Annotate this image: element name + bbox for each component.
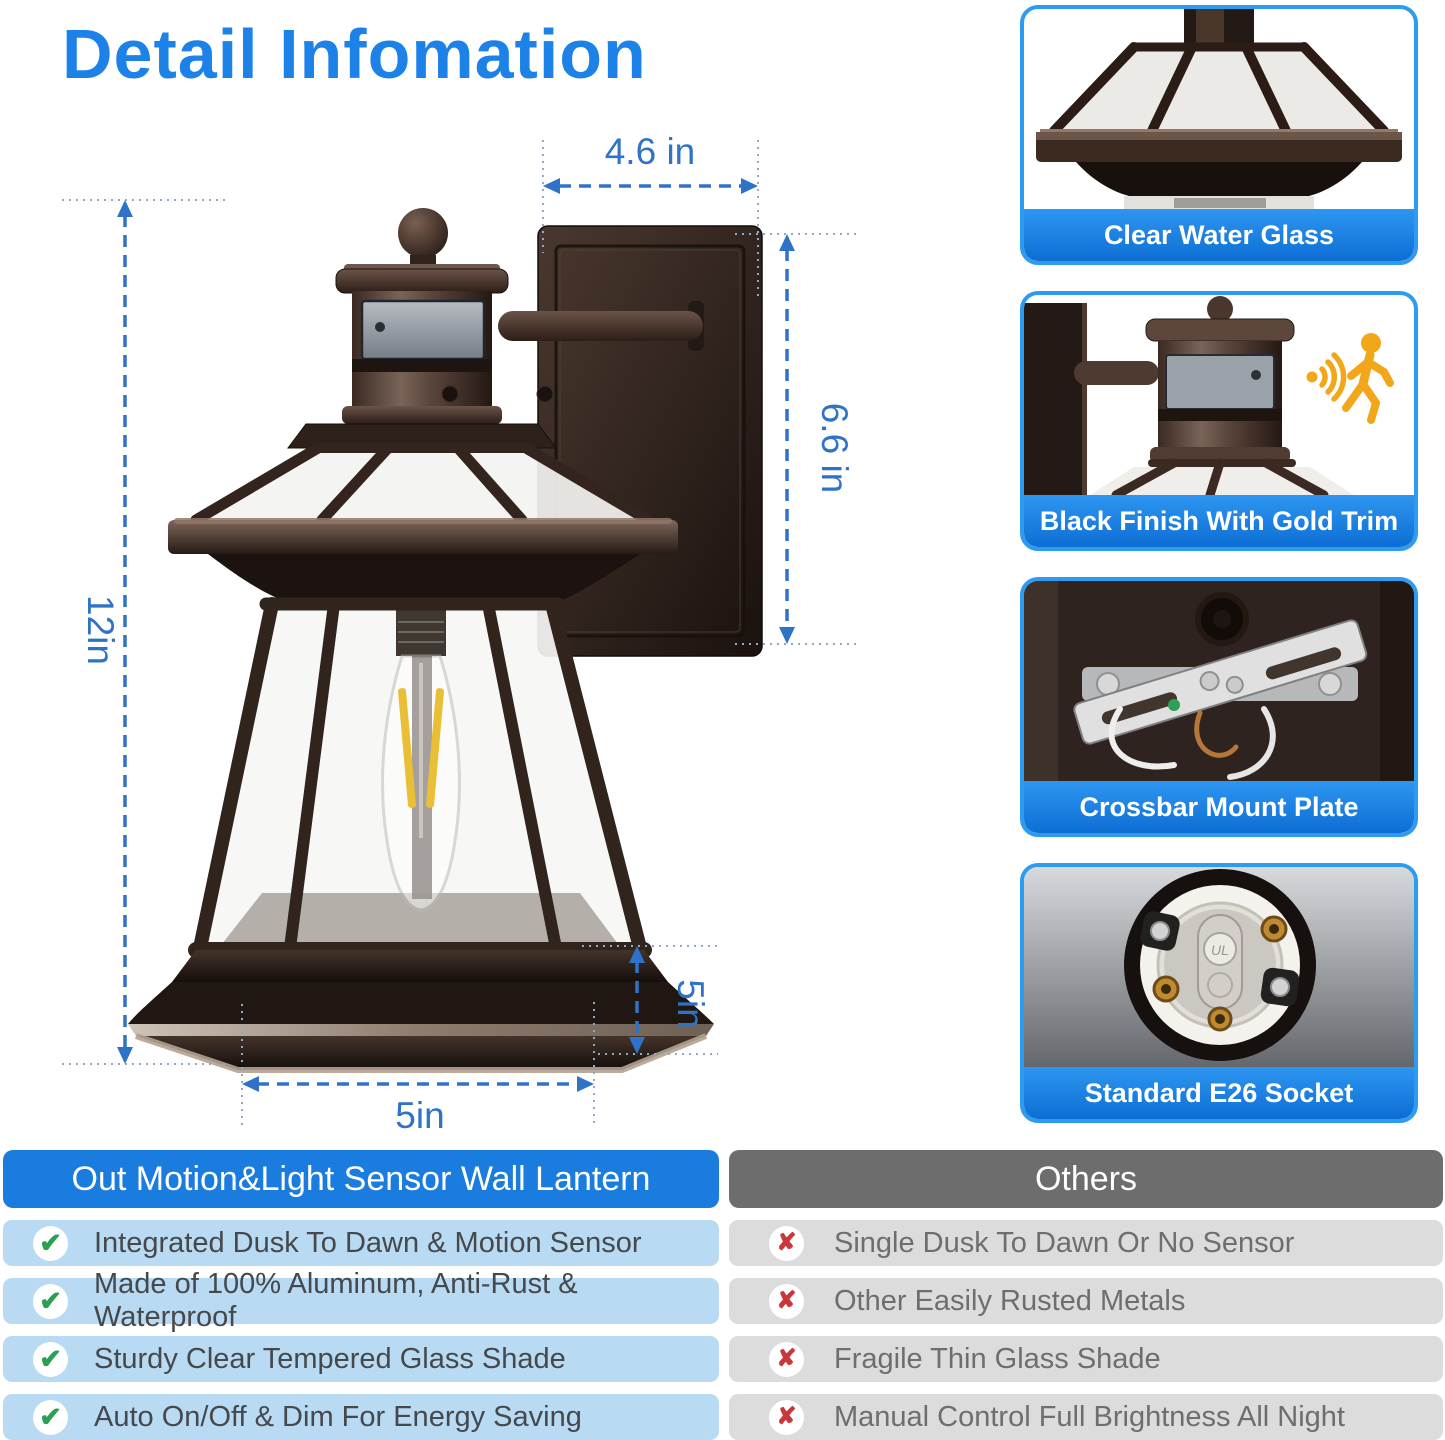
dimension-label-backplate-height: 6.6 in [814, 402, 855, 494]
product-feature-cell [3, 1220, 719, 1266]
product-feature-text: Made of 100% Aluminum, Anti-Rust & Waterproof [94, 1268, 578, 1333]
others-feature-text: Fragile Thin Glass Shade [834, 1342, 1161, 1375]
comparison-row-3 [3, 1336, 1443, 1382]
page-title: Detail Infomation [62, 15, 647, 93]
comparison-header-row [3, 1150, 1443, 1208]
product-dimension-photo [0, 118, 1010, 1144]
product-feature-text: Sturdy Clear Tempered Glass Shade [94, 1342, 566, 1375]
crossbar-photo [1024, 581, 1414, 781]
panel-caption-clear-water-glass: Clear Water Glass [1024, 209, 1414, 261]
ul-mark: UL [1211, 942, 1229, 958]
motion-detect-icon [1307, 333, 1391, 420]
cross-icon: ✘ [769, 1400, 804, 1435]
comparison-row-4 [3, 1394, 1443, 1440]
others-column-header: Others [729, 1150, 1443, 1208]
others-feature-text: Other Easily Rusted Metals [834, 1284, 1186, 1317]
cross-icon: ✘ [769, 1342, 804, 1377]
product-feature-text: Integrated Dusk To Dawn & Motion Sensor [94, 1226, 642, 1259]
comparison-row-1 [3, 1220, 1443, 1266]
socket-photo [1024, 867, 1414, 1067]
others-feature-text: Manual Control Full Brightness All Night [834, 1400, 1345, 1433]
cross-icon: ✘ [769, 1284, 804, 1319]
check-icon: ✔ [33, 1400, 68, 1435]
others-feature-cell [729, 1394, 1443, 1440]
motion-sensor-head [336, 208, 508, 424]
dimension-label-total-height: 12in [80, 595, 121, 665]
sensor-closeup-photo [1024, 295, 1414, 495]
dimension-label-base-depth: 5in [670, 979, 711, 1029]
dimension-label-top-width: 4.6 in [604, 131, 696, 172]
others-feature-text: Single Dusk To Dawn Or No Sensor [834, 1226, 1295, 1259]
panel-caption-crossbar: Crossbar Mount Plate [1024, 781, 1414, 833]
panel-clear-water-glass [1020, 5, 1418, 265]
lantern-base [128, 950, 714, 1070]
comparison-row-2 [3, 1268, 1443, 1333]
product-column-header: Out Motion&Light Sensor Wall Lantern [3, 1150, 719, 1208]
others-feature-cell [729, 1278, 1443, 1324]
check-icon: ✔ [33, 1226, 68, 1261]
check-icon: ✔ [33, 1284, 68, 1319]
panel-caption-black-finish: Black Finish With Gold Trim [1024, 495, 1414, 547]
panel-crossbar-mount-plate [1020, 577, 1418, 837]
lantern-top-photo [1024, 9, 1414, 209]
dimension-label-base-width: 5in [395, 1095, 445, 1136]
product-feature-cell [3, 1268, 719, 1333]
check-icon: ✔ [33, 1342, 68, 1377]
product-feature-cell [3, 1394, 719, 1440]
others-feature-cell [729, 1336, 1443, 1382]
detail-panels [1020, 5, 1418, 1123]
cross-icon: ✘ [769, 1226, 804, 1261]
panel-black-finish-gold-trim [1020, 291, 1418, 551]
others-feature-cell [729, 1220, 1443, 1266]
panel-caption-e26-socket: Standard E26 Socket [1024, 1067, 1414, 1119]
comparison-table [3, 1150, 1443, 1440]
panel-e26-socket [1020, 863, 1418, 1123]
product-feature-text: Auto On/Off & Dim For Energy Saving [94, 1400, 582, 1433]
product-feature-cell [3, 1336, 719, 1382]
